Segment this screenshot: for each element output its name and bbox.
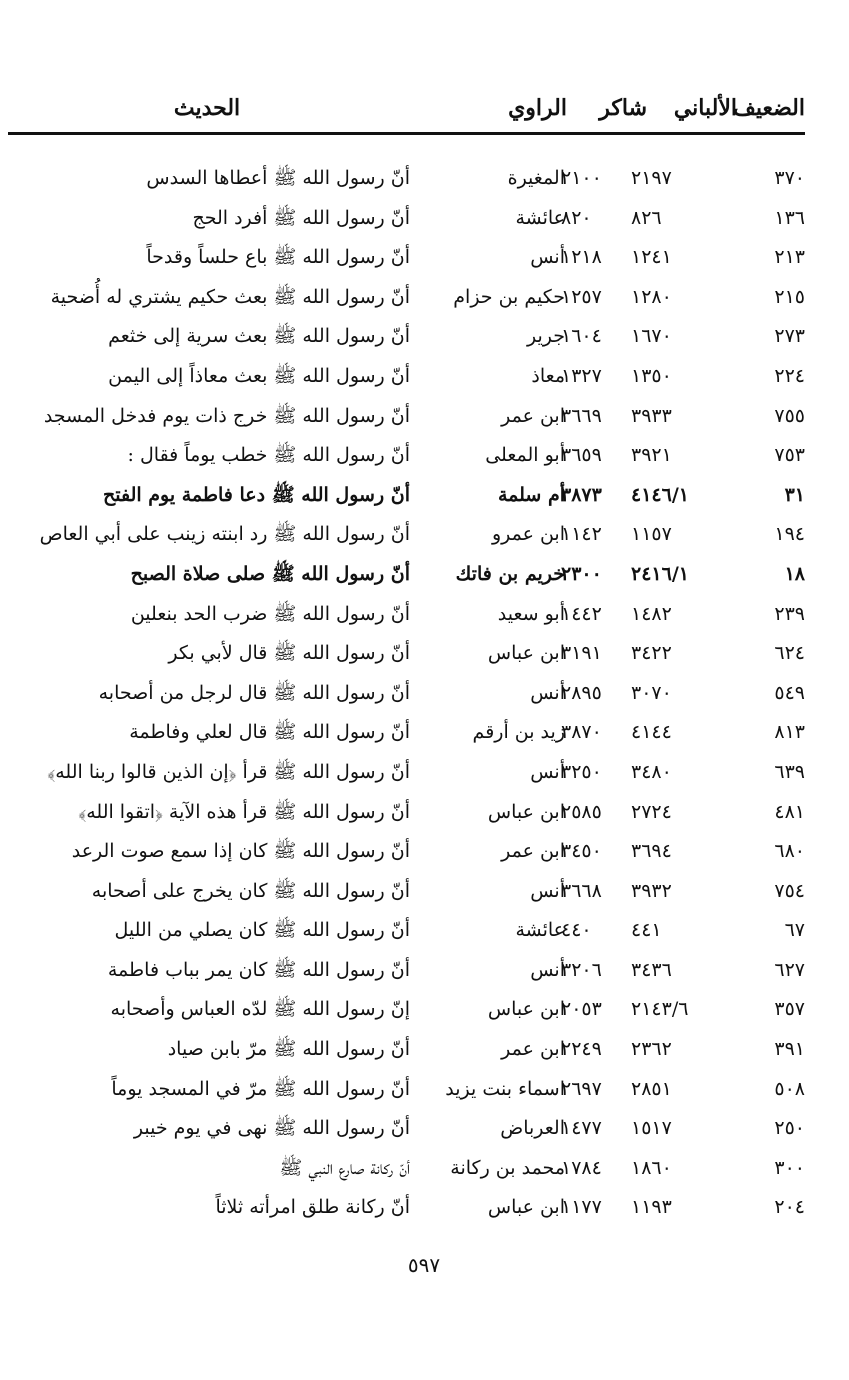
cell-daif: ١٩٤ [774, 523, 805, 546]
cell-daif: ٧٥٤ [774, 879, 805, 902]
cell-hadith: أنّ رسول الله ﷺ قال لرجل من أصحابه [98, 681, 410, 704]
table-row [8, 278, 805, 318]
cell-hadith: أنّ ركانة طلق امرأته ثلاثاً [215, 1196, 410, 1219]
cell-shakir: ١٤٤٢ [561, 602, 602, 625]
table-row [8, 397, 805, 437]
table-row [8, 951, 805, 991]
cell-albani: ٨٢٦ [631, 206, 662, 229]
cell-rawi: أبو سعيد [497, 602, 565, 625]
table-row [8, 317, 805, 357]
cell-shakir: ١٧٨٤ [561, 1156, 602, 1179]
cell-hadith: أنّ رسول الله ﷺ بعث معاذاً إلى اليمن [108, 364, 410, 387]
cell-hadith: أنّ رسول الله ﷺ دعا فاطمة يوم الفتح [102, 483, 410, 506]
cell-rawi: أنس [530, 681, 565, 704]
cell-daif: ٣١ [784, 483, 805, 506]
table-row [8, 1188, 805, 1228]
cell-daif: ٦٢٧ [774, 958, 805, 981]
page-number: ٥٩٧ [407, 1253, 441, 1277]
cell-hadith: أنّ رسول الله ﷺ قال لعلي وفاطمة [129, 721, 410, 744]
cell-rawi: ابن عباس [487, 998, 565, 1021]
cell-hadith: أنّ رسول الله ﷺ أعطاها السدس [146, 167, 410, 189]
cell-daif: ٢٢٤ [774, 364, 805, 387]
cell-albani: ٤٤١ [631, 919, 662, 942]
cell-shakir: ٣٨٧٠ [561, 721, 602, 744]
cell-shakir: ٣٦٦٩ [561, 404, 602, 427]
cell-albani: ٢٤١٦/١ [631, 562, 689, 585]
cell-shakir: ٣٦٦٨ [561, 879, 602, 902]
cell-shakir: ٢٨٩٥ [561, 681, 602, 704]
cell-shakir: ٣٢٥٠ [561, 760, 602, 783]
cell-hadith: أنّ رسول الله ﷺ باع حلساً وقدحاً [146, 246, 410, 269]
table-row [8, 990, 805, 1030]
table-row [8, 1149, 805, 1189]
cell-daif: ٢١٥ [774, 285, 805, 308]
table-row [8, 357, 805, 397]
table-row [8, 595, 805, 635]
cell-daif: ٢٠٤ [774, 1196, 805, 1219]
cell-hadith: أنّ رسول الله ﷺ خطب يوماً فقال : [127, 444, 410, 467]
cell-rawi: عائشة [515, 206, 565, 229]
table-row [8, 674, 805, 714]
cell-albani: ٣٤٨٠ [631, 760, 672, 783]
cell-daif: ٢١٣ [774, 246, 805, 269]
cell-albani: ١٢٨٠ [631, 285, 672, 308]
cell-daif: ٧٥٣ [774, 444, 805, 467]
cell-rawi: ابن عمر [501, 840, 565, 863]
cell-daif: ٥٠٨ [774, 1077, 805, 1100]
cell-rawi: أبو المعلى [485, 444, 565, 467]
cell-shakir: ٣٨٧٣ [561, 483, 602, 506]
cell-shakir: ٣٦٥٩ [561, 444, 602, 467]
table-row [8, 238, 805, 278]
cell-daif: ٨١٣ [774, 721, 805, 744]
cell-shakir: ٢٢٤٩ [561, 1038, 602, 1061]
cell-shakir: ١١٧٧ [561, 1196, 602, 1219]
cell-rawi: ابن عباس [487, 1196, 565, 1219]
cell-albani: ١١٥٧ [631, 523, 672, 546]
cell-daif: ٥٤٩ [774, 681, 805, 704]
header-shakir: شاكر [599, 95, 647, 121]
cell-shakir: ٢٥٨٥ [561, 800, 602, 823]
cell-rawi: حكيم بن حزام [453, 285, 565, 308]
table-row [8, 1070, 805, 1110]
cell-daif: ٤٨١ [774, 800, 805, 823]
cell-hadith: أنّ رسول الله ﷺ كان يصلي من الليل [114, 919, 410, 942]
cell-shakir: ١٣٢٧ [561, 364, 602, 387]
cell-shakir: ٢٣٠٠ [561, 562, 602, 585]
table-row [8, 159, 805, 199]
cell-rawi: جرير [527, 325, 565, 348]
table-row [8, 634, 805, 674]
cell-daif: ٦٢٤ [774, 642, 805, 665]
cell-rawi: أنس [530, 760, 565, 783]
cell-daif: ٧٥٥ [774, 404, 805, 427]
cell-albani: ٢٧٢٤ [631, 800, 672, 823]
cell-daif: ٣٠٠ [774, 1156, 805, 1179]
cell-albani: ٣٩٣٣ [631, 404, 672, 427]
header-divider [8, 132, 805, 135]
cell-rawi: ابن عباس [487, 800, 565, 823]
cell-shakir: ٨٢٠ [561, 206, 592, 229]
cell-albani: ٤١٤٤ [631, 721, 672, 744]
cell-daif: ١٨ [784, 562, 805, 585]
cell-rawi: اسماء بنت يزيد [445, 1077, 565, 1100]
cell-shakir: ١٦٠٤ [561, 325, 602, 348]
cell-albani: ٣٩٣٢ [631, 879, 672, 902]
cell-daif: ٣٧٠ [774, 167, 805, 189]
cell-albani: ٤١٤٦/١ [631, 483, 689, 506]
cell-rawi: زيد بن أرقم [472, 721, 565, 744]
cell-albani: ١٨٦٠ [631, 1156, 672, 1179]
cell-rawi: المغيرة [507, 167, 565, 189]
cell-shakir: ٣٢٠٦ [561, 958, 602, 981]
cell-rawi: ابن عمرو [491, 523, 565, 546]
cell-shakir: ٢١٠٠ [561, 167, 602, 189]
cell-shakir: ٣١٩١ [561, 642, 602, 665]
cell-hadith: أنّ رسول الله ﷺ خرج ذات يوم فدخل المسجد [43, 404, 410, 427]
cell-hadith: أنّ رسول الله ﷺ قرأ ﴿إن الذين قالوا ربنا الله﴾ [47, 760, 410, 783]
cell-rawi: ابن عمر [501, 1038, 565, 1061]
header-albani: الألباني [673, 95, 737, 121]
cell-hadith: أنّ رسول الله ﷺ كان إذا سمع صوت الرعد [71, 840, 410, 863]
cell-hadith: أنّ رسول الله ﷺ صلى صلاة الصبح [130, 562, 410, 585]
cell-daif: ٦٨٠ [774, 840, 805, 863]
cell-albani: ٣٤٢٢ [631, 642, 672, 665]
cell-rawi: ابن عباس [487, 642, 565, 665]
cell-hadith: أنّ رسول الله ﷺ مرّ بابن صياد [167, 1038, 410, 1061]
cell-rawi: أم سلمة [497, 483, 565, 506]
cell-hadith: أنّ رسول الله ﷺ قال لأبي بكر [168, 642, 410, 665]
table-row [8, 832, 805, 872]
cell-shakir: ١٢٥٧ [561, 285, 602, 308]
cell-daif: ١٣٦ [774, 206, 805, 229]
cell-shakir: ١٤٧٧ [561, 1117, 602, 1140]
cell-albani: ٢٣٦٢ [631, 1038, 672, 1061]
cell-albani: ١٤٨٢ [631, 602, 672, 625]
cell-daif: ٢٧٣ [774, 325, 805, 348]
cell-albani: ١٢٤١ [631, 246, 672, 269]
cell-shakir: ١١٤٢ [561, 523, 602, 546]
table-body [8, 159, 805, 1228]
cell-hadith: أنّ رسول الله ﷺ قرأ هذه الآية ﴿اتقوا الله﴾ [78, 800, 410, 823]
cell-daif: ٣٥٧ [774, 998, 805, 1021]
cell-albani: ١٣٥٠ [631, 364, 672, 387]
cell-rawi: أنس [530, 879, 565, 902]
table-row [8, 793, 805, 833]
cell-rawi: أنس [530, 246, 565, 269]
cell-hadith: أنّ رسول الله ﷺ كان يمر بباب فاطمة [107, 958, 410, 981]
header-daif: الضعيف [733, 95, 805, 121]
cell-hadith: أنّ رسول الله ﷺ بعث حكيم يشتري له أُضحية [50, 285, 410, 308]
cell-rawi: عائشة [515, 919, 565, 942]
cell-albani: ٣٦٩٤ [631, 840, 672, 863]
cell-shakir: ٤٤٠ [561, 919, 592, 942]
cell-hadith: أنّ رسول الله ﷺ رد ابنته زينب على أبي العاص [39, 523, 410, 546]
table-row [8, 753, 805, 793]
cell-daif: ٦٣٩ [774, 760, 805, 783]
cell-daif: ٢٣٩ [774, 602, 805, 625]
table-row [8, 872, 805, 912]
cell-rawi: أنس [530, 958, 565, 981]
table-row [8, 713, 805, 753]
table-row [8, 199, 805, 239]
cell-albani: ١١٩٣ [631, 1196, 672, 1219]
cell-shakir: ٢٠٥٣ [561, 998, 602, 1021]
table-row [8, 1109, 805, 1149]
cell-hadith: أنّ رسول الله ﷺ نهى في يوم خيبر [133, 1117, 410, 1140]
table-header [8, 86, 805, 130]
cell-albani: ٣٩٢١ [631, 444, 672, 467]
cell-rawi: ابن عمر [501, 404, 565, 427]
cell-daif: ٦٧ [784, 919, 805, 942]
header-hadith: الحديث [173, 95, 241, 121]
cell-daif: ٣٩١ [774, 1038, 805, 1061]
cell-shakir: ١٢١٨ [561, 246, 602, 269]
table-row [8, 476, 805, 516]
cell-rawi: العرباض [500, 1117, 565, 1140]
cell-hadith: أنّ رسول الله ﷺ ضرب الحد بنعلين [130, 602, 410, 625]
cell-rawi: معاذ [531, 364, 565, 387]
table-row [8, 1030, 805, 1070]
cell-hadith: أنّ ركانة صارع النبي ﷺ [279, 1156, 410, 1179]
table-row [8, 911, 805, 951]
cell-rawi: خريم بن فاتك [455, 562, 565, 585]
cell-hadith: أنّ رسول الله ﷺ مرّ في المسجد يوماً [111, 1077, 410, 1100]
cell-hadith: أنّ رسول الله ﷺ بعث سرية إلى خثعم [108, 325, 410, 348]
cell-albani: ٢٨٥١ [631, 1077, 672, 1100]
cell-albani: ١٦٧٠ [631, 325, 672, 348]
cell-albani: ١٥١٧ [631, 1117, 672, 1140]
cell-albani: ٢١٩٧ [631, 167, 672, 189]
cell-shakir: ٣٤٥٠ [561, 840, 602, 863]
cell-hadith: أنّ رسول الله ﷺ أفرد الحج [192, 206, 410, 229]
cell-rawi: محمد بن ركانة [450, 1156, 565, 1179]
cell-daif: ٢٥٠ [774, 1117, 805, 1140]
table-row [8, 515, 805, 555]
cell-albani: ٢١٤٣/٦ [631, 998, 689, 1021]
cell-albani: ٣٠٧٠ [631, 681, 672, 704]
cell-albani: ٣٤٣٦ [631, 958, 672, 981]
cell-hadith: إنّ رسول الله ﷺ لدّه العباس وأصحابه [110, 998, 410, 1021]
table-row [8, 436, 805, 476]
cell-hadith: أنّ رسول الله ﷺ كان يخرج على أصحابه [91, 879, 410, 902]
header-rawi: الراوي [508, 95, 567, 121]
cell-shakir: ٢٦٩٧ [561, 1077, 602, 1100]
table-row [8, 555, 805, 595]
